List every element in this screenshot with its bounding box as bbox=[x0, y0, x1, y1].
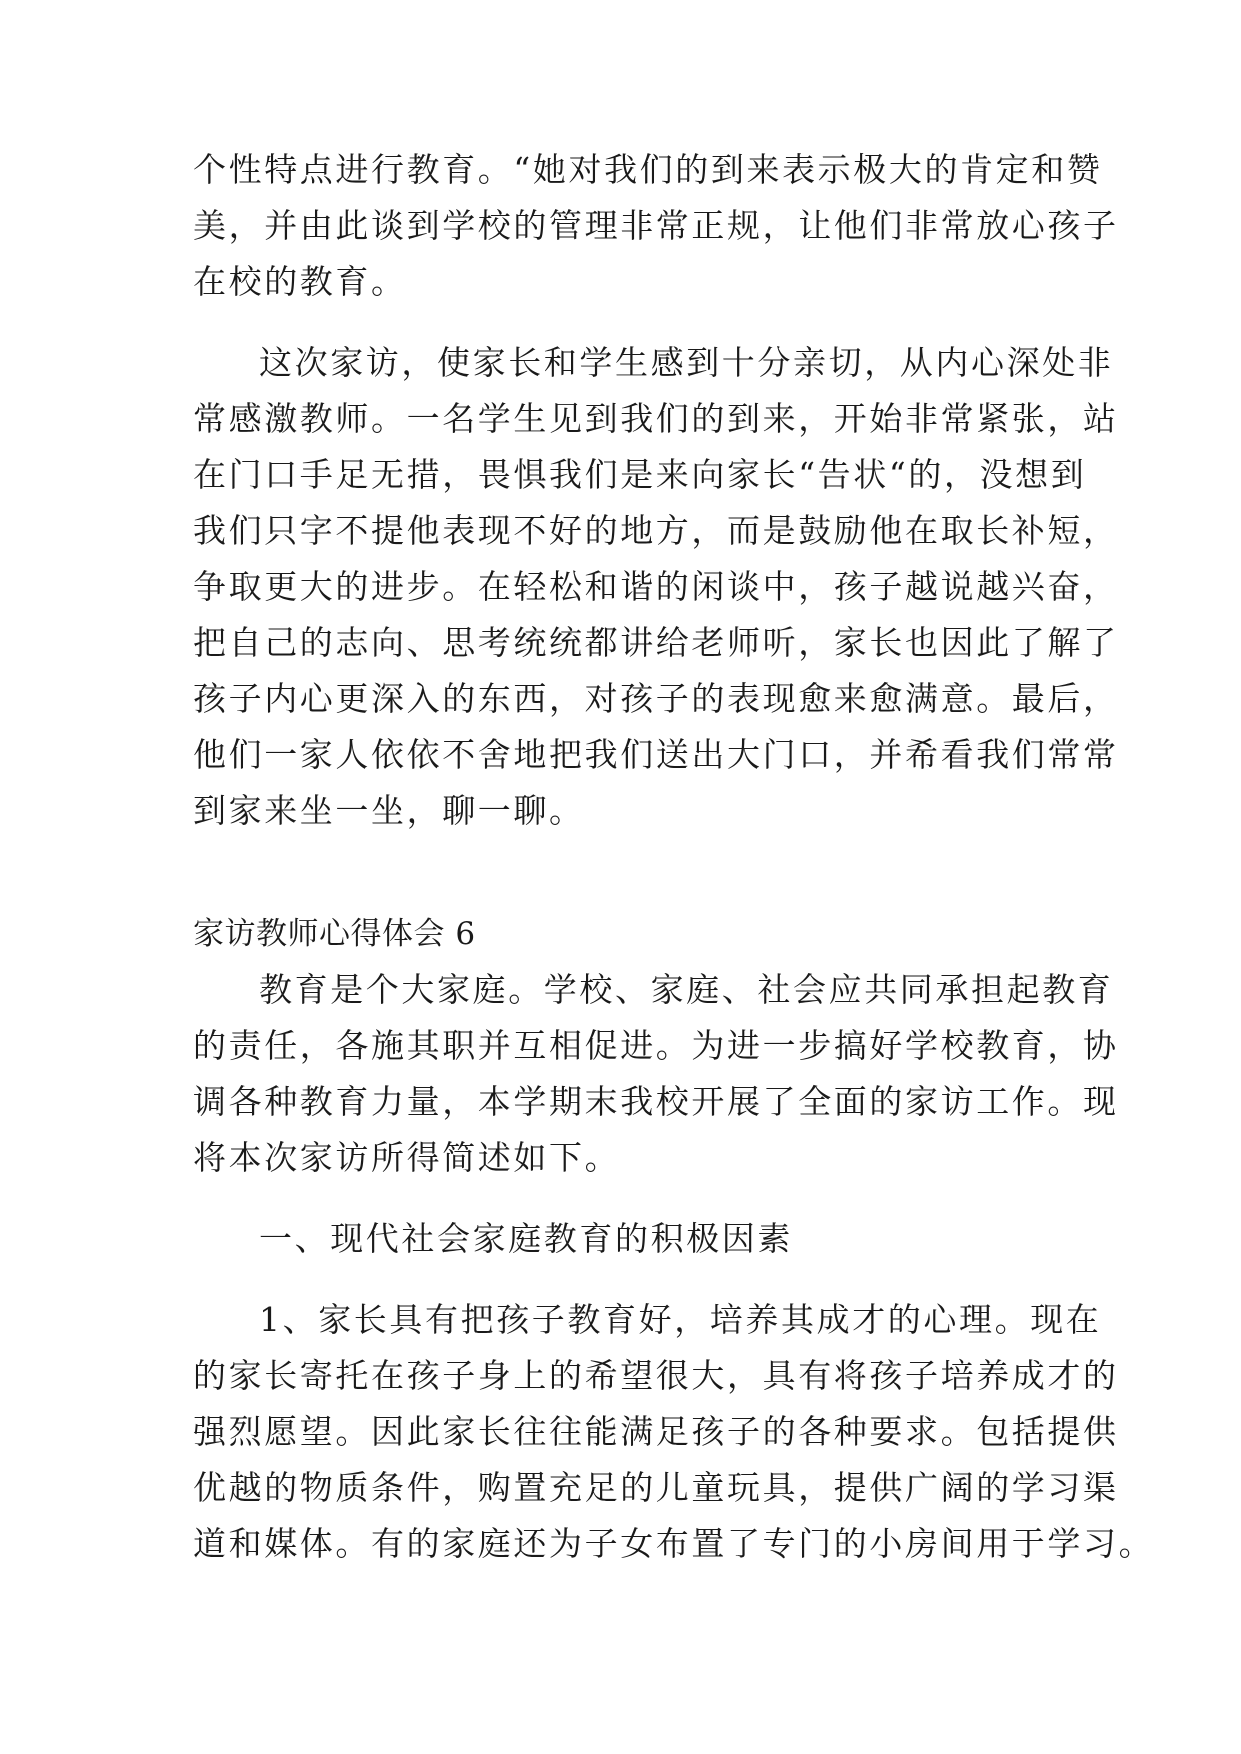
paragraph-line: 在校的教育。 bbox=[193, 262, 407, 301]
paragraph-line: 把自己的志向、思考统统都讲给老师听，家长也因此了解了 bbox=[193, 623, 1119, 662]
paragraph-line: 我们只字不提他表现不好的地方，而是鼓励他在取长补短， bbox=[193, 511, 1119, 550]
paragraph-line: 这次家访，使家长和学生感到十分亲切，从内心深处非 bbox=[259, 343, 1114, 382]
paragraph-line: 争取更大的进步。在轻松和谐的闲谈中，孩子越说越兴奋， bbox=[193, 567, 1119, 606]
paragraph-line: 孩子内心更深入的东西，对孩子的表现愈来愈满意。最后， bbox=[193, 679, 1119, 718]
paragraph-line: 在门口手足无措，畏惧我们是来向家长“告状“的，没想到 bbox=[193, 455, 1087, 494]
paragraph-line: 美，并由此谈到学校的管理非常正规，让他们非常放心孩子 bbox=[193, 206, 1119, 245]
paragraph-line: 优越的物质条件，购置充足的儿童玩具，提供广阔的学习渠 bbox=[193, 1468, 1119, 1507]
subsection-heading: 一、现代社会家庭教育的积极因素 bbox=[259, 1219, 793, 1258]
paragraph-line: 调各种教育力量，本学期末我校开展了全面的家访工作。现 bbox=[193, 1082, 1119, 1121]
paragraph-line: 强烈愿望。因此家长往往能满足孩子的各种要求。包括提供 bbox=[193, 1412, 1119, 1451]
section-heading: 家访教师心得体会 6 bbox=[193, 916, 476, 952]
paragraph-line: 常感激教师。一名学生见到我们的到来，开始非常紧张，站 bbox=[193, 399, 1119, 438]
paragraph-line: 到家来坐一坐，聊一聊。 bbox=[193, 791, 585, 830]
paragraph-line: 1、家长具有把孩子教育好，培养其成才的心理。现在 bbox=[259, 1300, 1102, 1339]
paragraph-line: 他们一家人依依不舍地把我们送出大门口，并希看我们常常 bbox=[193, 735, 1119, 774]
paragraph-line: 的家长寄托在孩子身上的希望很大，具有将孩子培养成才的 bbox=[193, 1356, 1119, 1395]
paragraph-line: 个性特点进行教育。“她对我们的到来表示极大的肯定和赞 bbox=[193, 150, 1103, 189]
paragraph-line: 教育是个大家庭。学校、家庭、社会应共同承担起教育 bbox=[259, 970, 1114, 1009]
paragraph-line: 的责任，各施其职并互相促进。为进一步搞好学校教育，协 bbox=[193, 1026, 1119, 1065]
paragraph-line: 道和媒体。有的家庭还为子女布置了专门的小房间用于学习。 bbox=[193, 1524, 1155, 1563]
paragraph-line: 将本次家访所得简述如下。 bbox=[193, 1138, 621, 1177]
